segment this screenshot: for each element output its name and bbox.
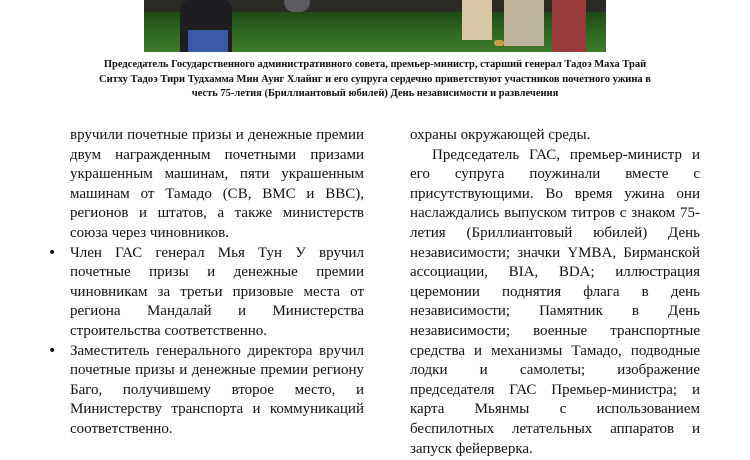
left-intro-paragraph: вручили почетные призы и денежные премии двум награжденным почетными призами украшенным машинам, пяти украшенным машинам от Тамадо (СВ, ВМС и ВВС), регионов и штатов, а также министерств союза через чиновников. (70, 127, 364, 241)
photo-figure-right-2 (504, 0, 544, 46)
right-column (410, 126, 700, 459)
photo-shoe (494, 40, 504, 46)
bullet-item: • Член ГАС генерал Мья Тун У вручил почетные призы и денежные премии чиновникам за третьи призовые места от региона Мандалай и Министерства строительства соответственно. (70, 244, 364, 342)
bullet-item: • Заместитель генерального директора вручил почетные призы и денежные премии региону Баго, получившему второе место, и Министерству транспорта и коммуникаций соответственно. (70, 342, 364, 440)
photo-figure-back (284, 0, 310, 12)
photo-caption: Председатель Государственного административного совета, премьер-министр, старший генерал Тадоэ Маха Трай Ситху Тадоэ Тири Тудхамма Мин Аунг Хлайнг и его супруга сердечно приветствуют участников почетного ужина в честь 75-летия (Бриллиантовый юбилей) День независимости и развлечения (99, 59, 651, 99)
right-first-line: охраны окружающей среды. (410, 127, 591, 143)
photo-figure-left-sarong (188, 30, 228, 52)
photo-figure-right-3 (552, 0, 586, 52)
event-photo (144, 0, 606, 52)
right-paragraph: Председатель ГАС, премьер-министр и его супруга поужинали вместе с присутствующими. Во время ужина они наслаждались выпуском титров с знаком 75-летия (Бриллиантовый юбилей) День независимости; значки YMBA, Бирманской ассоциации, BIA, BDA; иллюстрация церемонии поднятия флага в день независимости; Памятник в День независимости; военные транспортные средства и механизмы Тамадо, подводные лодки и самолеты; изображение председателя ГАС Премьер-министра; и карта Мьянмы с использованием беспилотных летательных аппаратов и запуск фейерверка. (410, 146, 700, 457)
left-column (70, 126, 364, 440)
photo-figure-right-1 (462, 0, 492, 40)
